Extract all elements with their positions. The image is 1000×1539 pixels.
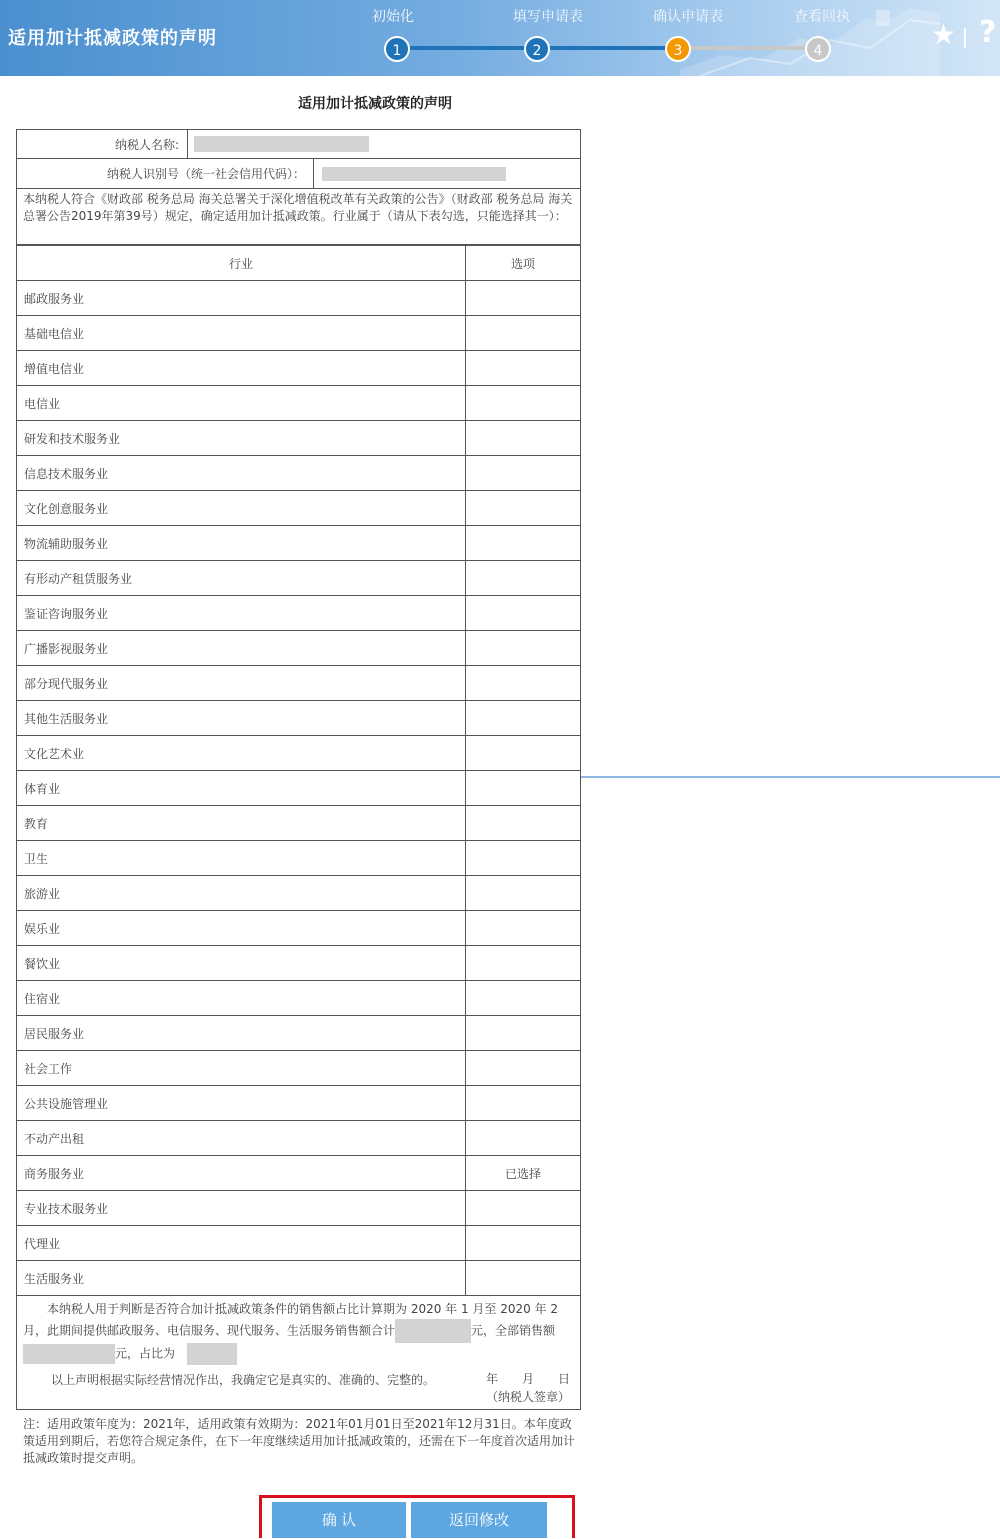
industry-name: 专业技术服务业 [17,1191,466,1226]
industry-option-cell[interactable] [466,456,581,491]
industry-option-cell[interactable] [466,841,581,876]
taxpayer-name-value [188,130,580,158]
confirm-button[interactable]: 确 认 [272,1502,406,1538]
step-4-circle: 4 [805,36,831,62]
industry-row[interactable] [17,386,581,421]
industry-name: 其他生活服务业 [17,701,466,736]
progress-line-pending [678,46,818,50]
industry-row[interactable] [17,281,581,316]
statement-signature: （纳税人签章） [485,1390,570,1404]
industry-row[interactable] [17,561,581,596]
industry-option-cell[interactable] [466,911,581,946]
back-to-edit-button[interactable]: 返回修改 [411,1502,547,1538]
industry-row[interactable] [17,1051,581,1086]
help-icon[interactable]: ? [979,15,997,50]
industry-row[interactable] [17,666,581,701]
industry-row[interactable] [17,981,581,1016]
intro-text: 本纳税人符合《财政部 税务总局 海关总署关于深化增值税改革有关政策的公告》（财政部 税务总局 海关总署公告2019年第39号）规定，确定适用加计抵减政策。行业属于（请从下表勾选，只能选择其一）： [23,192,573,223]
industry-row[interactable] [17,876,581,911]
industry-name: 鉴证咨询服务业 [17,596,466,631]
industry-row[interactable] [17,456,581,491]
industry-name: 信息技术服务业 [17,456,466,491]
industry-row[interactable] [17,491,581,526]
industry-name: 不动产出租 [17,1121,466,1156]
industry-name: 部分现代服务业 [17,666,466,701]
statement-box [16,1296,581,1410]
industry-name: 电信业 [17,386,466,421]
taxpayer-id-label: 纳税人识别号（统一社会信用代码）： [17,159,314,188]
redacted-block [23,1344,115,1364]
industry-name: 娱乐业 [17,911,466,946]
industry-option-cell[interactable] [466,561,581,596]
industry-name: 增值电信业 [17,351,466,386]
industry-option-cell[interactable] [466,1226,581,1261]
industry-name: 生活服务业 [17,1261,466,1296]
industry-name: 广播影视服务业 [17,631,466,666]
redacted-block [187,1343,237,1365]
industry-row[interactable] [17,316,581,351]
industry-name: 商务服务业 [17,1156,466,1191]
intro-row [16,189,581,245]
industry-option-cell[interactable] [466,666,581,701]
industry-option-cell[interactable] [466,1051,581,1086]
industry-option-cell[interactable]: 已选择 [466,1156,581,1191]
star-icon[interactable]: ★ [931,18,957,51]
industry-row[interactable] [17,1121,581,1156]
industry-row[interactable] [17,1156,581,1191]
industry-option-cell[interactable] [466,316,581,351]
step-2-circle: 2 [524,36,550,62]
industry-name: 卫生 [17,841,466,876]
industry-name: 体育业 [17,771,466,806]
industry-row[interactable] [17,1016,581,1051]
industry-row[interactable] [17,736,581,771]
industry-name: 旅游业 [17,876,466,911]
redacted-block [322,167,506,181]
step-4-label: 查看回执 [794,9,850,25]
industry-option-cell[interactable] [466,1086,581,1121]
industry-row[interactable] [17,421,581,456]
industry-row[interactable] [17,631,581,666]
industry-option-cell[interactable] [466,281,581,316]
industry-option-cell[interactable] [466,1191,581,1226]
industry-option-cell[interactable] [466,526,581,561]
industry-name: 基础电信业 [17,316,466,351]
step-3-label: 确认申请表 [653,9,723,25]
industry-option-cell[interactable] [466,1016,581,1051]
industry-name: 居民服务业 [17,1016,466,1051]
redacted-block [395,1319,471,1343]
industry-row[interactable] [17,1191,581,1226]
industry-option-cell[interactable] [466,351,581,386]
statement-text-b: 元，全部销售额 [471,1323,556,1338]
statement-text-c: 元，占比为 [115,1346,176,1361]
industry-option-cell[interactable] [466,596,581,631]
taxpayer-name-label: 纳税人名称: [17,130,188,158]
industry-name: 代理业 [17,1226,466,1261]
industry-row[interactable] [17,1226,581,1261]
industry-row[interactable] [17,351,581,386]
top-banner [0,0,1000,76]
industry-option-cell[interactable] [466,631,581,666]
step-1-label: 初始化 [372,9,414,25]
industry-name: 有形动产租赁服务业 [17,561,466,596]
taxpayer-id-value [314,159,580,188]
industry-row[interactable] [17,596,581,631]
industry-name: 公共设施管理业 [17,1086,466,1121]
option-column-header: 选项 [466,246,581,281]
industry-option-cell[interactable] [466,1121,581,1156]
statement-date: 年 月 日 [485,1372,570,1386]
industry-name: 邮政服务业 [17,281,466,316]
industry-option-cell[interactable] [466,701,581,736]
page-title: 适用加计抵减政策的声明 [8,28,217,49]
step-2-label: 填写申请表 [513,9,583,25]
industry-option-cell[interactable] [466,981,581,1016]
industry-row[interactable] [17,911,581,946]
industry-option-cell[interactable] [466,806,581,841]
step-1-circle: 1 [384,36,410,62]
statement-text-a: 本纳税人用于判断是否符合加计抵减政策条件的销售额占比计算期为 2020 年 1 月至 2020 年 2 月，此期间提供邮政服务、电信服务、现代服务、生活服务销售额合计 [23,1302,559,1338]
industry-name: 餐饮业 [17,946,466,981]
industry-name: 社会工作 [17,1051,466,1086]
redacted-block [194,136,369,152]
document-title: 适用加计抵减政策的声明 [298,96,452,112]
industry-row[interactable] [17,806,581,841]
industry-row[interactable] [17,1086,581,1121]
industry-option-cell[interactable] [466,491,581,526]
step-3-circle: 3 [665,36,691,62]
industry-row[interactable] [17,771,581,806]
policy-note: 注：适用政策年度为：2021年，适用政策有效期为：2021年01月01日至2021年12月31日。本年度政策适用到期后，若您符合规定条件，在下一年度继续适用加计抵减政策的，还需在下一年度首次适用加计抵减政策时提交声明。 [23,1417,576,1465]
industry-name: 教育 [17,806,466,841]
declaration-form [16,129,581,1467]
industry-name: 住宿业 [17,981,466,1016]
industry-option-cell[interactable] [466,421,581,456]
industry-row[interactable] [17,841,581,876]
screenshot-seam [581,776,1000,778]
industry-name: 物流辅助服务业 [17,526,466,561]
taxpayer-name-row [16,129,581,159]
industry-option-cell[interactable] [466,386,581,421]
industry-table [16,245,581,1296]
industry-option-cell[interactable] [466,1261,581,1296]
taxpayer-id-row [16,159,581,189]
industry-column-header: 行业 [17,246,466,281]
industry-option-cell[interactable] [466,946,581,981]
industry-option-cell[interactable] [466,876,581,911]
industry-option-cell[interactable] [466,771,581,806]
industry-name: 文化创意服务业 [17,491,466,526]
statement-confirmation: 以上声明根据实际经营情况作出，我确定它是真实的、准确的、完整的。 [51,1373,436,1387]
statement-paragraph [23,1300,574,1365]
industry-row[interactable] [17,1261,581,1296]
table-header-row [17,246,581,281]
industry-row[interactable] [17,946,581,981]
industry-option-cell[interactable] [466,736,581,771]
industry-name: 文化艺术业 [17,736,466,771]
industry-row[interactable] [17,526,581,561]
industry-row[interactable] [17,701,581,736]
header-divider [964,28,966,48]
industry-name: 研发和技术服务业 [17,421,466,456]
